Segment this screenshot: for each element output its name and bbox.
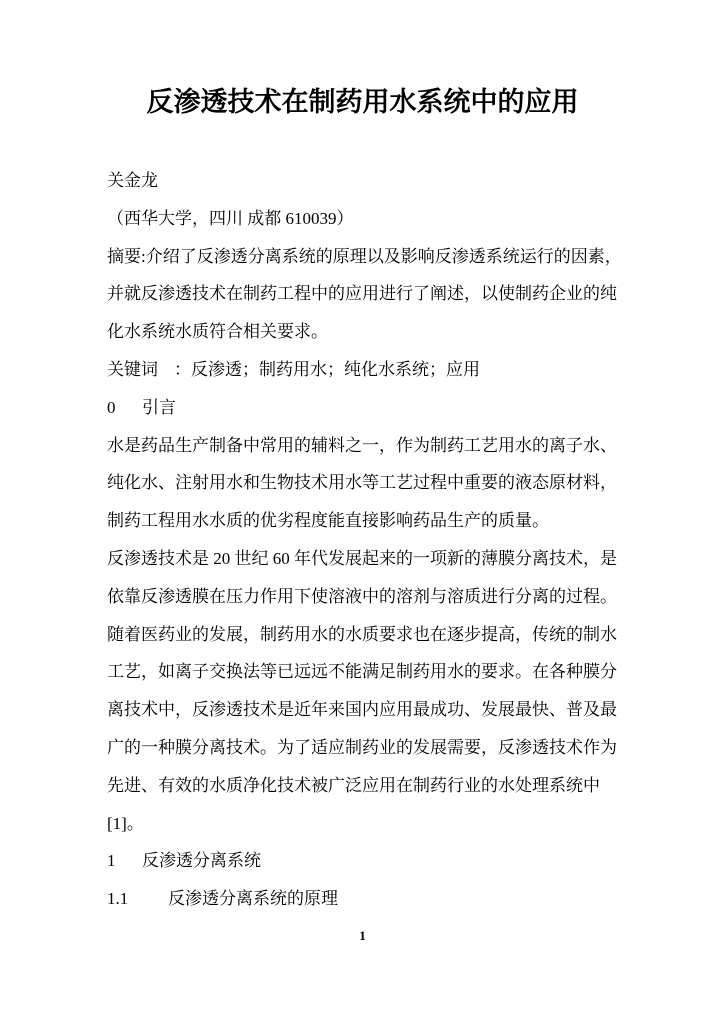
heading-text: 反渗透分离系统 [142, 851, 261, 871]
body-line: 随着医药业的发展，制药用水的水质要求也在逐步提高，传统的制水 [107, 624, 617, 644]
abstract-paragraph [107, 238, 622, 351]
body-line: 工艺，如离子交换法等已远远不能满足制药用水的要求。在各种膜分 [107, 662, 617, 682]
heading-number: 0 [107, 397, 116, 417]
intro-paragraph-1 [107, 427, 618, 540]
heading-section-1 [107, 842, 618, 880]
heading-text: 引言 [142, 397, 176, 417]
author-line: 关金龙 [107, 171, 158, 190]
body-line: 水是药品生产制备中常用的辅料之一，作为制药工艺用水的离子水、 [107, 435, 617, 455]
body-line: 离技术中，反渗透技术是近年来国内应用最成功、发展最快、普及最 [107, 700, 617, 720]
heading-text: 反渗透分离系统的原理 [168, 889, 338, 909]
abstract-line: 化水系统水质符合相关要求。 [107, 322, 328, 342]
document-title: 反渗透技术在制药用水系统中的应用 [146, 87, 579, 117]
heading-section-0 [107, 389, 618, 427]
body-line: 依靠反渗透膜在压力作用下使溶液中的溶剂与溶质进行分离的过程。 [107, 586, 617, 606]
body-line: 制药工程用水水质的优劣程度能直接影响药品生产的质量。 [107, 511, 549, 531]
body-line: 先进、有效的水质净化技术被广泛应用在制药行业的水处理系统中 [107, 775, 600, 795]
body-line: [1]。 [107, 813, 144, 833]
body-line: 广的一种膜分离技术。为了适应制药业的发展需要，反渗透技术作为 [107, 737, 617, 757]
intro-paragraph-2 [107, 540, 618, 842]
body-line: 反渗透技术是 20 世纪 60 年代发展起来的一项新的薄膜分离技术，是 [107, 548, 617, 568]
keywords-line [107, 351, 618, 389]
affiliation-line: （西华大学，四川 成都 610039） [107, 208, 354, 228]
heading-section-1-1 [107, 880, 618, 918]
keywords-label: 关键词 [107, 359, 158, 379]
abstract-line: 并就反渗透技术在制药工程中的应用进行了阐述，以使制药企业的纯 [107, 284, 617, 304]
heading-number: 1.1 [107, 889, 129, 909]
heading-number: 1 [107, 851, 116, 871]
keywords-text: ：反渗透；制药用水；纯化水系统；应用 [174, 359, 480, 379]
page-number: 1 [359, 928, 366, 943]
abstract-line: 摘要:介绍了反渗透分离系统的原理以及影响反渗透系统运行的因素， [107, 246, 622, 266]
body-line: 纯化水、注射用水和生物技术用水等工艺过程中重要的液态原材料， [107, 473, 617, 493]
